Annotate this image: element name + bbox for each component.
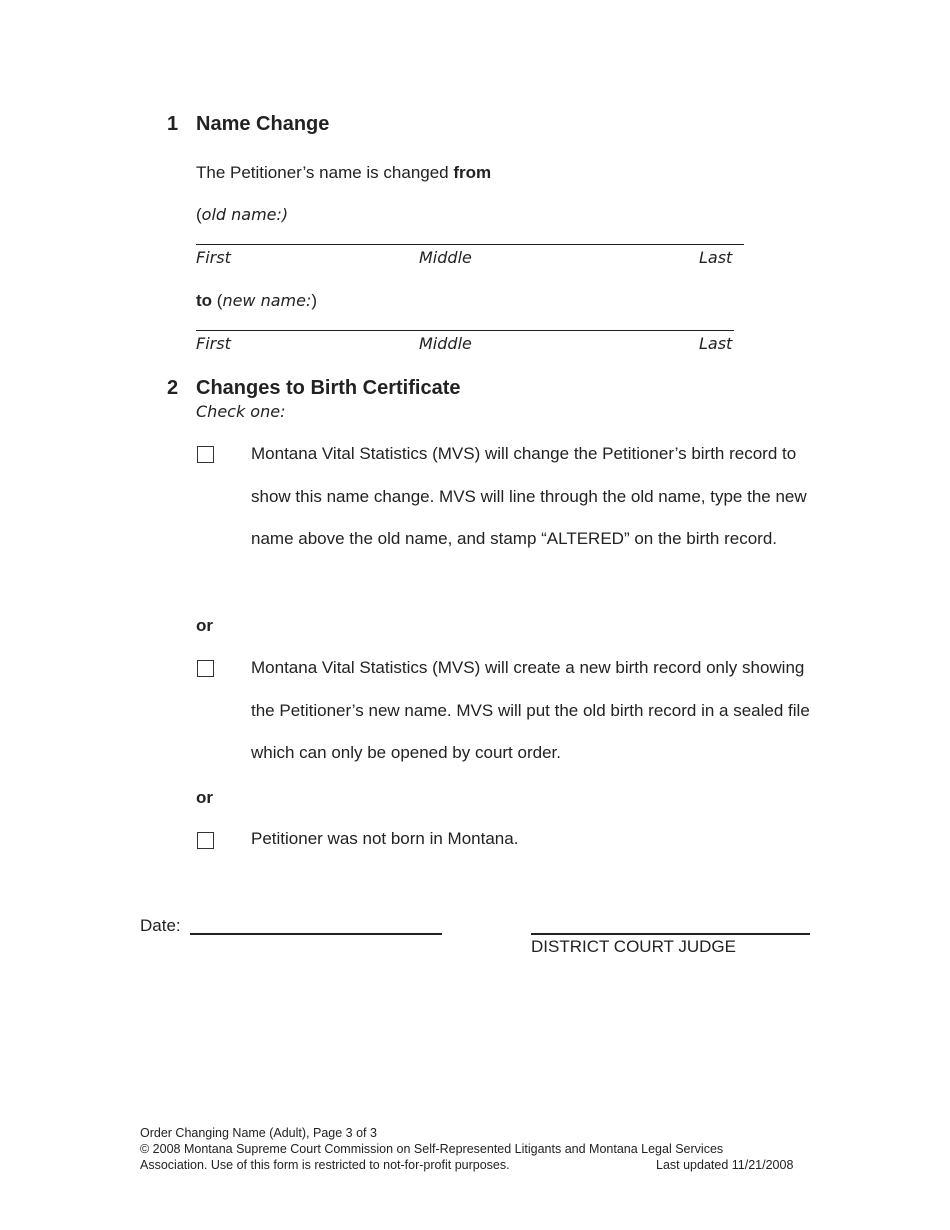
option-1-checkbox[interactable] [197,446,214,463]
old-name-open: ( [196,205,202,224]
old-middle-label: Middle [419,248,472,267]
footer-restriction: Association. Use of this form is restricted to not-for-profit purposes. [140,1158,510,1172]
new-name-label: new name: [222,291,312,310]
option-2-text: Montana Vital Statistics (MVS) will create a new birth record only showing the Petitioner’s new name. MVS will put the old birth record in a sealed file which can only be opened by court order. [251,658,810,763]
date-label: Date: [140,916,181,935]
old-name-label: old name:) [201,205,289,224]
name-change-intro [196,163,491,183]
judge-label: DISTRICT COURT JUDGE [531,937,736,956]
new-middle-label: Middle [419,334,472,353]
or-label-2: or [196,788,213,807]
footer-last-updated: Last updated 11/21/2008 [656,1158,794,1172]
option-1-text: Montana Vital Statistics (MVS) will change the Petitioner’s birth record to show this name change. MVS will line through the old name, type the new name above the old name, and stamp “ALTERED” on the birth record. [251,444,807,549]
old-first-label: First [196,248,231,267]
option-3-text: Petitioner was not born in Montana. [251,829,519,848]
new-first-label: First [196,334,231,353]
old-name-input-line[interactable] [196,244,744,245]
to-label: to [196,291,213,310]
section-2-title: Changes to Birth Certificate [196,377,461,399]
footer-copyright: © 2008 Montana Supreme Court Commission on Self-Represented Litigants and Montana Legal Services [140,1142,724,1156]
new-name-caption [196,291,317,311]
date-input-line[interactable] [190,933,442,935]
or-label-1: or [196,616,213,635]
intro-text: The Petitioner’s name is changed [196,163,454,182]
new-name-input-line[interactable] [196,330,734,331]
new-last-label: Last [699,334,733,353]
option-3-checkbox[interactable] [197,832,214,849]
intro-from: from [453,163,492,182]
old-last-label: Last [699,248,733,267]
section-2-number: 2 [167,377,179,399]
section-1-title: Name Change [196,113,330,135]
section-1-number: 1 [167,113,179,135]
check-one-label: Check one: [196,402,286,421]
new-name-open: ( [212,291,223,310]
old-name-caption [196,205,288,225]
new-name-close: ) [311,291,318,310]
option-2-checkbox[interactable] [197,660,214,677]
footer-page-info: Order Changing Name (Adult), Page 3 of 3 [140,1126,377,1140]
judge-signature-line[interactable] [531,933,810,935]
